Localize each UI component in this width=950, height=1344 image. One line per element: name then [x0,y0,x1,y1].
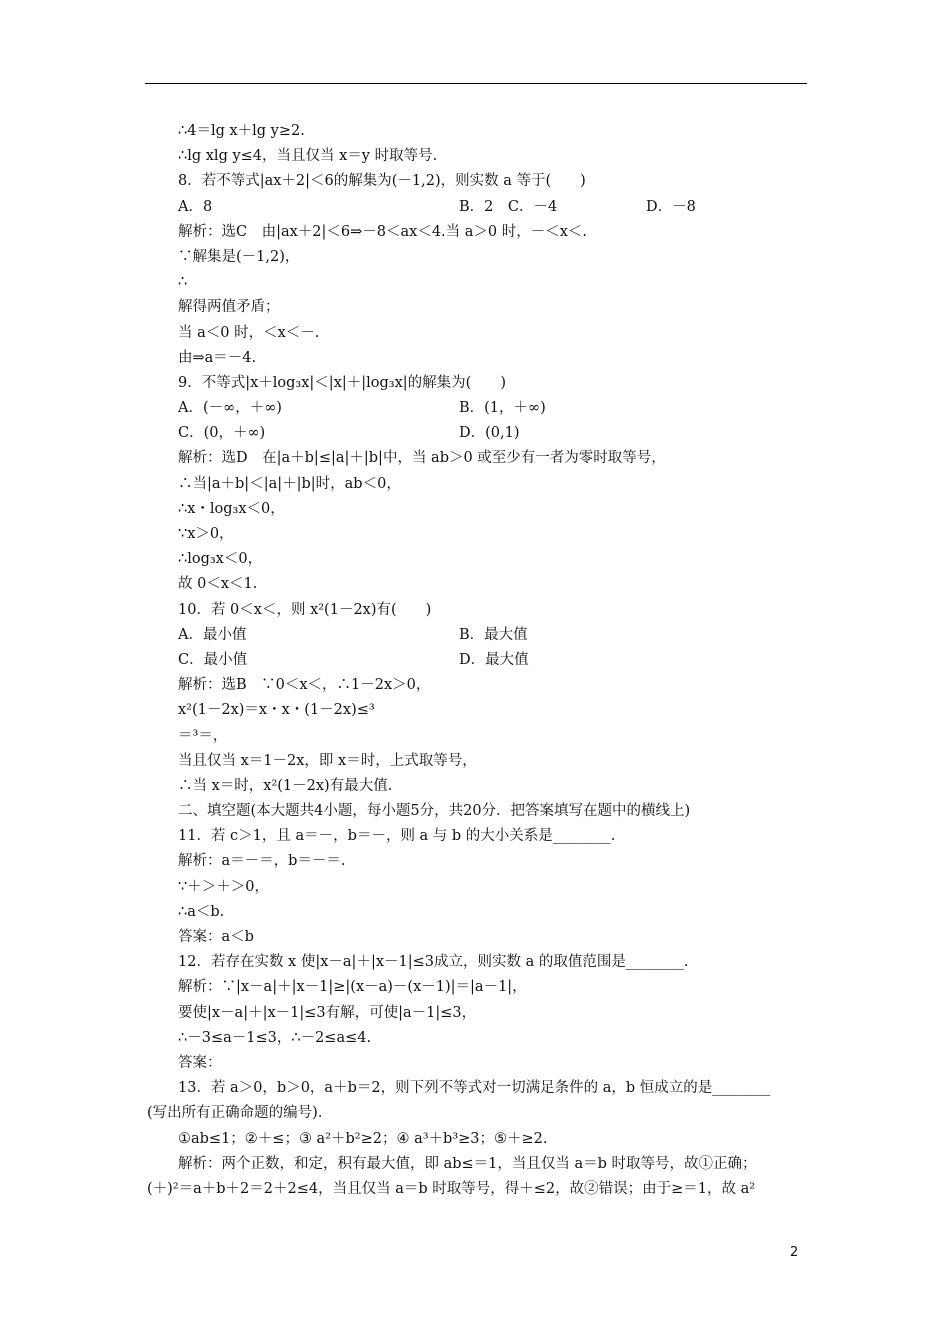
answer-option: B．最大值 [459,626,528,643]
answer-option: A．最小值 [178,626,247,643]
option-row [178,623,808,648]
option-row [178,195,808,220]
text-line: ∵x＞0， [178,526,234,542]
text-line: (＋)²＝a＋b＋2＝2＋2≤4，当且仅当 a＝b 时取等号，得＋≤2，故②错误；由于≥＝1，故 a² [147,1180,756,1197]
text-line: 解析：a＝－＝，b＝－＝. [178,853,346,870]
text-line: 13．若 a＞0，b＞0，a＋b＝2，则下列不等式对一切满足条件的 a，b 恒成立的是________ [178,1080,771,1097]
answer-option: D．－8 [646,198,696,215]
text-line: 答案：a＜b [178,929,254,945]
option-row [178,396,808,421]
header-rule [145,83,807,84]
answer-option: A．8 [178,198,213,215]
text-line: 当且仅当 x＝1－2x，即 x＝时，上式取等号， [178,752,477,769]
text-line: ∴log₃x＜0， [178,551,263,568]
text-line: ∴x・log₃x＜0， [178,500,285,517]
text-line: 解析：选D 在|a＋b|≤|a|＋|b|中，当 ab＞0 或至少有一者为零时取等号， [178,450,666,467]
text-line: ∴当 x＝时，x²(1－2x)有最大值. [178,777,393,794]
text-line: 由⇒a＝－4. [178,349,257,366]
text-line: ∴a＜b. [178,903,225,920]
answer-option: C．最小值 [178,651,248,668]
text-line: 12．若存在实数 x 使|x－a|＋|x－1|≤3成立，则实数 a 的取值范围是________. [178,954,689,971]
text-line: 解析：两个正数，和定，积有最大值，即 ab≤＝1，当且仅当 a＝b 时取等号，故①正确； [178,1155,757,1172]
text-line: ∴ [178,274,188,291]
text-line: ∴lg xlg y≤4，当且仅当 x＝y 时取等号. [178,148,438,165]
text-line: 二、填空题(本大题共4小题，每小题5分，共20分．把答案填写在题中的横线上) [178,803,691,820]
answer-option: B．2 C．－4 [459,198,558,215]
text-line: ＝³＝， [178,727,228,744]
text-line: ∴4＝lg x＋lg y≥2. [178,123,305,139]
text-line: 要使|x－a|＋|x－1|≤3有解，可使|a－1|≤3， [178,1004,477,1021]
text-line: (写出所有正确命题的编号)． [147,1105,333,1122]
page-number: 2 [790,1245,799,1260]
answer-option: A．(－∞，＋∞) [178,400,282,417]
answer-option: D．(0,1) [459,425,520,442]
text-line: x²(1－2x)＝x・x・(1－2x)≤³ [178,702,375,719]
text-line: 解析：选C 由|ax＋2|＜6⇒－8＜ax＜4.当 a＞0 时，－＜x＜. [178,223,588,240]
text-line: 答案： [178,1054,222,1071]
text-line: ∵＋＞＋＞0， [178,878,269,895]
answer-option: D．最大值 [459,651,529,668]
option-row [178,421,808,446]
text-line: 11．若 c＞1，且 a＝－，b＝－，则 a 与 b 的大小关系是________. [178,828,616,845]
answer-option: C．(0，＋∞) [178,425,266,442]
text-line: ∵解集是(－1,2)， [178,248,300,265]
text-line: 当 a＜0 时，＜x＜－. [178,324,320,341]
text-line: 故 0＜x＜1. [178,576,258,593]
text-line: ∴当|a＋b|＜|a|＋|b|时，ab＜0， [178,475,401,492]
option-row [178,648,808,673]
document-body [147,119,808,1202]
text-line: ∴－3≤a－1≤3，∴－2≤a≤4. [178,1029,372,1046]
text-line: ①ab≤1；②＋≤；③ a²＋b²≥2；④ a³＋b³≥3；⑤＋≥2. [178,1130,548,1147]
text-line: 8．若不等式|ax＋2|＜6的解集为(－1,2)，则实数 a 等于( ) [178,173,586,190]
text-line: 解析：选B ∵0＜x＜，∴1－2x＞0， [178,677,431,694]
text-line: 9．不等式|x＋log₃x|＜|x|＋|log₃x|的解集为( ) [178,374,506,391]
text-line: 解析：∵|x－a|＋|x－1|≥|(x－a)－(x－1)|＝|a－1|， [178,979,527,996]
text-line: 10．若 0＜x＜，则 x²(1－2x)有( ) [178,601,432,618]
text-line: 解得两值矛盾； [178,299,280,316]
answer-option: B．(1，＋∞) [459,400,546,417]
